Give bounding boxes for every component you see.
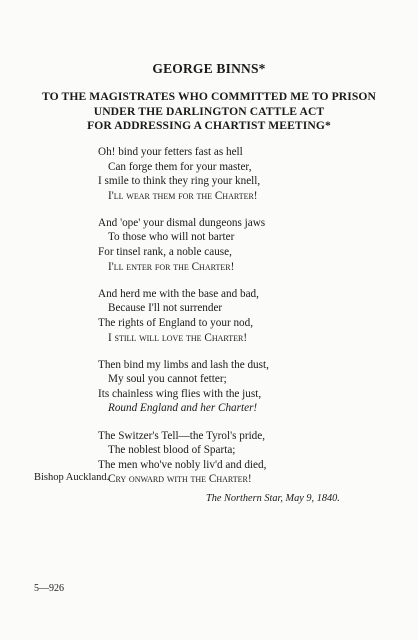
verse-line: The Switzer's Tell—the Tyrol's pride, — [98, 429, 266, 442]
poem-title — [0, 90, 418, 134]
verse-line: My soul you cannot fetter; — [108, 373, 227, 386]
verse-line: Because I'll not surrender — [108, 302, 223, 315]
title-line: FOR ADDRESSING A CHARTIST MEETING* — [87, 119, 331, 132]
title-line: TO THE MAGISTRATES WHO COMMITTED ME TO PRISON — [41, 90, 377, 103]
poem-body — [98, 145, 269, 499]
source-citation: The Northern Star, May 9, 1840. — [206, 493, 340, 504]
refrain-line: I'll wear them for the Charter! — [108, 189, 258, 202]
stanza — [98, 216, 269, 274]
refrain-line: I still will love the Charter! — [108, 331, 248, 344]
verse-line: Can forge them for your master, — [108, 160, 252, 173]
verse-line: Oh! bind your fetters fast as hell — [98, 146, 243, 158]
verse-line: Then bind my limbs and lash the dust, — [98, 358, 269, 371]
refrain-line: Cry onward with the Charter! — [108, 473, 252, 486]
verse-line: To those who will not barter — [108, 231, 235, 244]
verse-line: For tinsel rank, a noble cause, — [98, 246, 232, 259]
verse-line: And 'ope' your dismal dungeons jaws — [98, 216, 266, 229]
page-reference: 5—926 — [34, 583, 64, 594]
verse-line: The rights of England to your nod, — [98, 316, 254, 329]
verse-line: The men who've nobly liv'd and died, — [98, 458, 267, 471]
author-name: GEORGE BINNS* — [152, 61, 266, 76]
place-of-writing: Bishop Auckland. — [34, 472, 110, 483]
stanza — [98, 429, 269, 487]
verse-line: The noblest blood of Sparta; — [108, 444, 236, 457]
title-line: UNDER THE DARLINGTON CATTLE ACT — [93, 104, 325, 118]
verse-line: I smile to think they ring your knell, — [98, 175, 261, 188]
refrain-line: I'll enter for the Charter! — [108, 260, 235, 273]
stanza — [98, 287, 269, 345]
verse-line: And herd me with the base and bad, — [98, 287, 259, 300]
verse-line: Its chainless wing flies with the just, — [98, 387, 262, 400]
stanza — [98, 145, 269, 203]
stanza — [98, 358, 269, 416]
refrain-line: Round England and her Charter! — [108, 402, 258, 415]
